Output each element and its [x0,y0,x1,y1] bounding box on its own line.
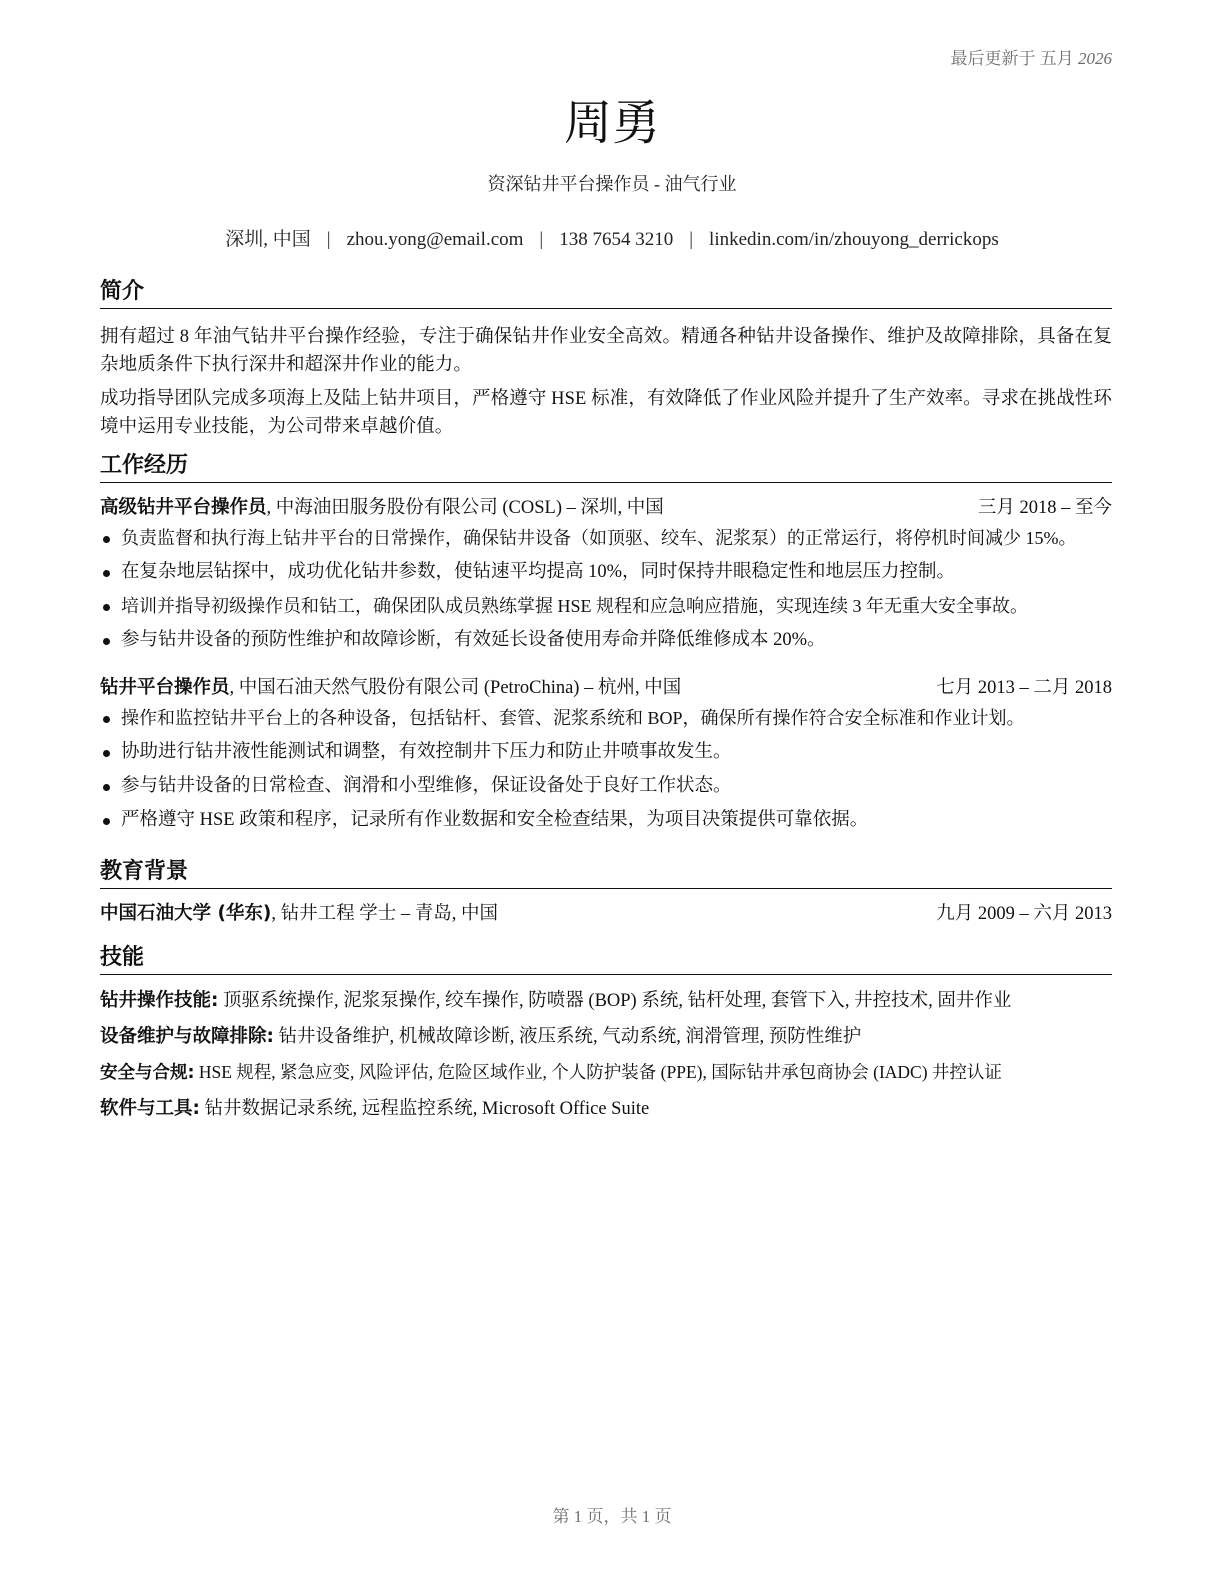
education-section [100,858,1112,927]
contact-separator: | [689,229,694,250]
skill-label: 设备维护与故障排除: [100,1026,274,1047]
resume-headline: 资深钻井平台操作员 - 油气行业 [487,174,737,194]
job-bullets [100,521,1112,657]
education-dates: 九月 2009 – 六月 2013 [936,904,1112,924]
job-dates: 三月 2018 – 至今 [977,498,1112,518]
job-org: , 中海油田服务股份有限公司 (COSL) – 深圳, 中国 [266,498,664,518]
job-bullet: 严格遵守 HSE 政策和程序，记录所有作业数据和安全检查结果，为项目决策提供可靠依据。 [100,803,1112,837]
skill-line [100,1055,1112,1091]
job-bullet: 协助进行钻井液性能测试和调整，有效控制井下压力和防止井喷事故发生。 [100,735,1112,769]
summary-title: 简介 [100,278,1112,309]
job-bullet: 在复杂地层钻探中，成功优化钻井参数，使钻速平均提高 10%，同时保持井眼稳定性和地层压力控制。 [100,555,1112,589]
job-dates: 七月 2013 – 二月 2018 [936,678,1112,698]
skill-value: HSE 规程, 紧急应变, 风险评估, 危险区域作业, 个人防护装备 (PPE), 国际钻井承包商协会 (IADC) 井控认证 [194,1062,1002,1082]
contact-location: 深圳, 中国 [225,229,311,250]
last-updated [951,44,1113,69]
last-updated-year: 2026 [1078,49,1112,68]
skill-value: 顶驱系统操作, 泥浆泵操作, 绞车操作, 防喷器 (BOP) 系统, 钻杆处理, 套管下入, 井控技术, 固井作业 [218,991,1012,1011]
contact-separator: | [326,229,331,250]
contact-line [0,224,1224,251]
summary-paragraph: 成功指导团队完成多项海上及陆上钻井项目，严格遵守 HSE 标准，有效降低了作业风险并提升了生产效率。寻求在挑战性环境中运用专业技能，为公司带来卓越价值。 [100,389,1112,437]
job-bullet: 参与钻井设备的日常检查、润滑和小型维修，保证设备处于良好工作状态。 [100,769,1112,803]
skills-title: 技能 [100,944,1112,975]
experience-section [100,452,1112,837]
job-bullet: 负责监督和执行海上钻井平台的日常操作，确保钻井设备（如顶驱、绞车、泥浆泵）的正常运行，将停机时间减少 15%。 [100,521,1112,555]
job-bullet: 培训并指导初级操作员和钻工，确保团队成员熟练掌握 HSE 规程和应急响应措施，实现连续 3 年无重大安全事故。 [100,589,1112,623]
summary-paragraph: 拥有超过 8 年油气钻井平台操作经验，专注于确保钻井作业安全高效。精通各种钻井设备操作、维护及故障排除，具备在复杂地质条件下执行深井和超深井作业的能力。 [100,327,1112,375]
job-header [100,495,1112,521]
education-entry [100,901,1112,927]
skill-label: 钻井操作技能: [100,990,219,1011]
contact-separator: | [539,229,544,250]
skill-value: 钻井数据记录系统, 远程监控系统, Microsoft Office Suite [199,1099,650,1119]
job-header [100,675,1112,701]
contact-email[interactable]: zhou.yong@email.com [346,229,524,250]
education-title: 教育背景 [100,858,1112,889]
skill-line [100,983,1112,1019]
job-bullet: 操作和监控钻井平台上的各种设备，包括钻杆、套管、泥浆系统和 BOP，确保所有操作符合安全标准和作业计划。 [100,701,1112,735]
last-updated-prefix: 最后更新于 五月 [950,49,1074,68]
skill-line [100,1019,1112,1055]
skill-value: 钻井设备维护, 机械故障诊断, 液压系统, 气动系统, 润滑管理, 预防性维护 [273,1027,862,1047]
education-detail: , 钻井工程 学士 – 青岛, 中国 [271,904,498,924]
job-org: , 中国石油天然气股份有限公司 (PetroChina) – 杭州, 中国 [229,678,682,698]
skills-section [100,944,1112,1127]
resume-name: 周勇 [563,97,660,150]
job-role: 钻井平台操作员 [100,677,230,698]
skill-label: 安全与合规: [100,1063,195,1083]
contact-phone: 138 7654 3210 [559,229,674,250]
skill-label: 软件与工具: [100,1098,200,1119]
education-school: 中国石油大学 (华东) [100,903,272,924]
summary-section [100,278,1112,441]
page-footer: 第 1 页，共 1 页 [552,1507,672,1526]
job-role: 高级钻井平台操作员 [100,497,267,518]
contact-linkedin[interactable]: linkedin.com/in/zhouyong_derrickops [709,229,999,250]
experience-title: 工作经历 [100,452,1112,483]
job-bullets [100,701,1112,837]
job-bullet: 参与钻井设备的预防性维护和故障诊断，有效延长设备使用寿命并降低维修成本 20%。 [100,623,1112,657]
skill-line [100,1091,1112,1127]
